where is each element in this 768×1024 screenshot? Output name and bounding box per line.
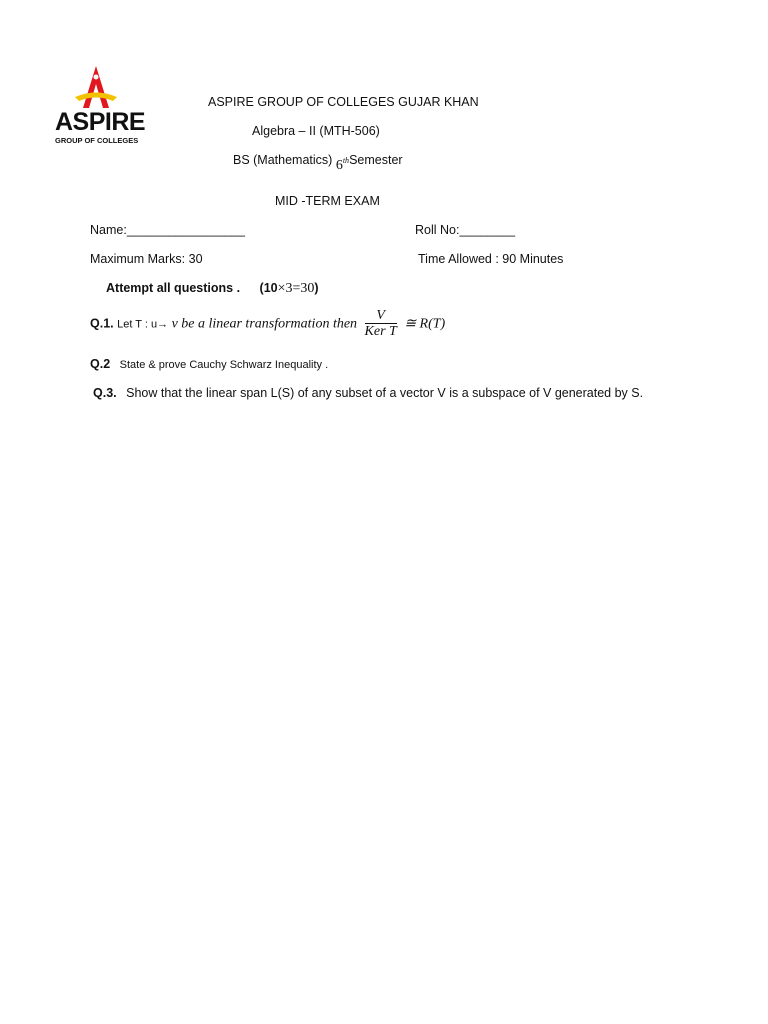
question-lead: Let T : u→ — [117, 318, 169, 331]
question-math: v be a linear transformation then — [171, 316, 358, 332]
logo-a-icon — [55, 64, 137, 110]
question-number: Q.2 — [90, 357, 111, 371]
semester-number: 6 — [335, 158, 343, 173]
course-title: Algebra – II (MTH-506) — [252, 124, 380, 138]
question-text: Show that the linear span L(S) of any subset of a vector V is a subspace of V generated by S. — [126, 386, 644, 400]
instructions-text: Attempt all questions . — [106, 281, 241, 295]
aspire-logo — [55, 64, 146, 148]
logo-word: ASPIRE — [55, 108, 146, 136]
instructions — [106, 281, 319, 297]
fraction-numerator: V — [365, 308, 397, 324]
program-line — [233, 153, 403, 173]
question-3 — [93, 386, 643, 400]
logo-subtitle: GROUP OF COLLEGES — [55, 136, 139, 145]
semester-label: Semester — [349, 153, 403, 167]
question-number: Q.3. — [93, 386, 117, 400]
question-1 — [90, 308, 445, 340]
max-marks: Maximum Marks: 30 — [90, 252, 203, 266]
time-allowed: Time Allowed : 90 Minutes — [418, 252, 564, 266]
semester-sup: th — [342, 156, 350, 165]
exam-title: MID -TERM EXAM — [275, 194, 380, 208]
question-text: State & prove Cauchy Schwarz Inequality . — [119, 359, 329, 371]
program-prefix: BS (Mathematics) — [233, 153, 333, 167]
fraction-denominator: Ker T — [364, 324, 397, 339]
fraction — [365, 308, 397, 340]
roll-field: Roll No:________ — [415, 223, 516, 237]
question-2 — [90, 357, 328, 371]
marks-math: ×3=30 — [277, 281, 315, 296]
question-tail: ≅ R(T) — [404, 316, 446, 332]
marks-close: ) — [314, 281, 319, 295]
name-field: Name:_________________ — [90, 223, 245, 237]
institution-title: ASPIRE GROUP OF COLLEGES GUJAR KHAN — [208, 95, 479, 109]
marks-open: (10 — [259, 281, 278, 295]
question-number: Q.1. — [90, 316, 114, 331]
